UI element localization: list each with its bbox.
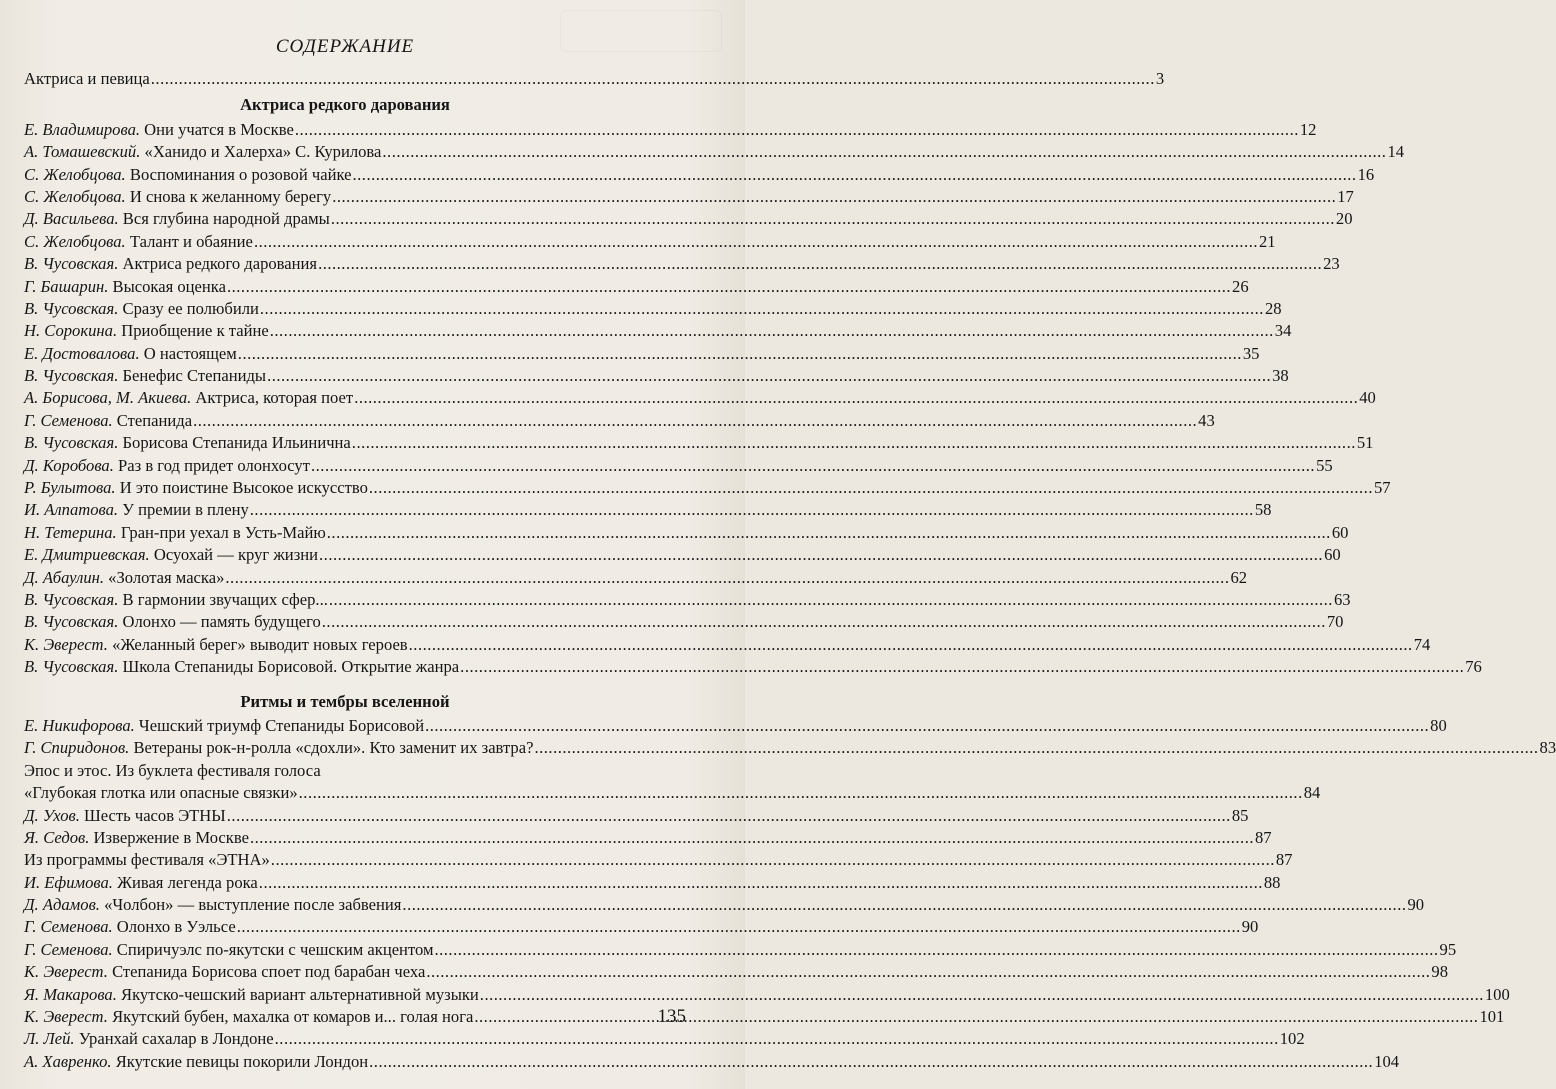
page-title: СОДЕРЖАНИЕ	[275, 36, 415, 57]
entry-title: Ветераны рок-н-ролла «сдохли». Кто заменит их завтра?	[133, 738, 534, 758]
entry-title: Бенефис Степаниды	[122, 366, 267, 386]
entry-page: 51	[1356, 433, 1374, 453]
entry-title: Олонхо в Уэльсе	[116, 917, 236, 937]
dot-leader	[534, 737, 1538, 759]
toc-entry	[24, 455, 1333, 477]
entry-page: 85	[1231, 805, 1249, 825]
entry-title: Якутские певицы покорили Лондон	[115, 1051, 369, 1071]
toc-entry	[24, 656, 1482, 678]
entry-author: И. Алпатова.	[24, 500, 119, 520]
entry-title: Раз в год придет олонхосут	[118, 455, 310, 475]
toc-entry	[24, 737, 1556, 759]
entry-page: 88	[1263, 872, 1281, 892]
toc-entry	[24, 522, 1349, 544]
entry-title: Вся глубина народной драмы	[122, 209, 330, 229]
entry-title: «Чолбон» — выступление после забвения	[104, 895, 402, 915]
entry-title: Олонхо — память будущего	[122, 612, 321, 632]
entry-title: Осуохай — круг жизни	[153, 545, 319, 565]
section-heading: Актриса редкого дарования	[240, 95, 450, 115]
entry-page: 84	[1303, 783, 1321, 803]
dot-leader	[151, 68, 1155, 90]
entry-title: Степанида	[116, 410, 193, 430]
toc-entry	[24, 916, 1259, 938]
entry-page: 57	[1373, 478, 1391, 498]
entry-title: Талант и обаяние	[129, 231, 253, 251]
entry-title: «Золотая маска»	[108, 567, 225, 587]
dot-leader	[250, 827, 1254, 849]
entry-page: 14	[1387, 142, 1405, 162]
dot-leader	[311, 455, 1315, 477]
entry-title: Актриса и певица	[24, 69, 150, 88]
entry-author: Н. Сорокина.	[24, 321, 118, 341]
entry-title: Из программы фестиваля «ЭТНА»	[24, 850, 270, 870]
dot-leader	[382, 141, 1386, 163]
dot-leader	[295, 119, 1299, 141]
entry-page: 74	[1413, 634, 1431, 654]
entry-author: С. Желобцова.	[24, 164, 126, 184]
dot-leader	[426, 961, 1430, 983]
entry-author: Г. Спиридонов.	[24, 738, 130, 758]
dot-leader	[353, 164, 1357, 186]
toc-entry	[24, 343, 1260, 365]
entry-page: 95	[1439, 939, 1457, 959]
toc-entry	[24, 1028, 1305, 1050]
entry-title: Воспоминания о розовой чайке	[129, 164, 352, 184]
toc-entry	[24, 849, 1293, 871]
dot-leader	[299, 782, 1303, 804]
entry-title: Чешский триумф Степаниды Борисовой	[138, 715, 425, 735]
entry-author: В. Чусовская.	[24, 298, 119, 318]
toc-entry	[24, 365, 1289, 387]
dot-leader	[271, 849, 1275, 871]
entry-page: 55	[1316, 455, 1333, 475]
entry-page: 80	[1430, 715, 1447, 735]
toc-entry	[24, 984, 1510, 1006]
toc-entry	[24, 499, 1272, 521]
entry-title: Приобщение к тайне	[121, 321, 269, 341]
entry-page: 43	[1198, 410, 1215, 430]
entry-author: Л. Лей.	[24, 1029, 75, 1049]
dot-leader	[369, 1051, 1373, 1073]
toc-entry	[24, 298, 1282, 320]
entry-title: Извержение в Москве	[93, 827, 249, 847]
entry-page: 23	[1323, 254, 1340, 274]
entry-title: Гран-при уехал в Усть-Майю	[120, 522, 326, 542]
dot-leader	[227, 805, 1231, 827]
entry-page: 35	[1242, 343, 1260, 363]
toc-entry	[24, 410, 1215, 432]
entry-page: 16	[1357, 164, 1375, 184]
dot-leader	[250, 499, 1254, 521]
entry-title: И снова к желанному берегу	[129, 186, 332, 206]
entry-title: Уранхай сахалар в Лондоне	[78, 1029, 274, 1049]
entry-page: 12	[1299, 119, 1317, 139]
entry-author: Д. Абаулин.	[24, 567, 104, 587]
dot-leader	[425, 715, 1429, 737]
toc-entry	[24, 827, 1272, 849]
dot-leader	[254, 231, 1258, 253]
entry-author: Р. Булытова.	[24, 478, 116, 498]
entry-title: Шесть часов ЭТНЫ	[84, 805, 226, 825]
entry-author: Е. Дмитриевская.	[24, 545, 150, 565]
toc-entry	[24, 320, 1292, 342]
entry-author: Д. Коробова.	[24, 455, 114, 475]
dot-leader	[409, 634, 1413, 656]
dot-leader	[227, 276, 1231, 298]
entry-page: 83	[1539, 738, 1556, 758]
entry-page: 70	[1326, 612, 1344, 632]
entry-title: «Глубокая глотка или опасные связки»	[24, 783, 298, 803]
toc-entry	[24, 432, 1374, 454]
toc-entry	[24, 589, 1351, 611]
entry-page: 101	[1479, 1007, 1505, 1027]
entry-author: Г. Семенова.	[24, 939, 113, 959]
dot-leader	[402, 894, 1406, 916]
toc-entry	[24, 805, 1249, 827]
toc-entry	[24, 164, 1375, 186]
toc-entry	[24, 1051, 1400, 1073]
dot-leader	[237, 916, 1241, 938]
entry-page: 90	[1407, 895, 1425, 915]
entry-author: А. Борисова, М. Акиева.	[24, 388, 192, 408]
dot-leader	[238, 343, 1242, 365]
toc-entry	[24, 208, 1353, 230]
entry-page: 34	[1274, 321, 1292, 341]
entry-title: Сразу ее полюбили	[122, 298, 259, 318]
entry-title: Якутский бубен, махалка от комаров и... голая нога	[112, 1007, 474, 1027]
toc-entry	[24, 231, 1276, 253]
entry-title: И это поистине Высокое искусство	[119, 478, 368, 498]
entry-author: С. Желобцова.	[24, 186, 126, 206]
toc-entry	[24, 939, 1457, 961]
dot-leader	[318, 253, 1322, 275]
entry-author: К. Эверест.	[24, 962, 108, 982]
entry-page: 58	[1254, 500, 1272, 520]
entry-title: Борисова Степанида Ильинична	[122, 433, 351, 453]
toc-entry	[24, 477, 1391, 499]
toc-entry	[24, 276, 1249, 298]
dot-leader	[260, 298, 1264, 320]
dot-leader	[270, 320, 1274, 342]
toc-entry	[24, 141, 1405, 163]
entry-page: 17	[1337, 186, 1354, 206]
dot-leader	[275, 1028, 1279, 1050]
section-heading: Ритмы и тембры вселенной	[240, 691, 450, 711]
entry-author: Г. Семенова.	[24, 410, 113, 430]
entry-author: Д. Васильева.	[24, 209, 119, 229]
entry-title: Школа Степаниды Борисовой. Открытие жанра	[122, 657, 460, 677]
entry-page: 38	[1272, 366, 1289, 386]
toc-entry	[24, 544, 1341, 566]
entry-title: У премии в плену	[122, 500, 249, 520]
entry-author: Д. Адамов.	[24, 895, 100, 915]
entry-author: Я. Седов.	[24, 827, 90, 847]
entry-page: 60	[1324, 545, 1341, 565]
entry-page: 28	[1264, 298, 1282, 318]
toc-entry	[24, 872, 1281, 894]
toc-entry	[24, 387, 1376, 409]
entry-page: 20	[1335, 209, 1353, 229]
entry-page: 3	[1155, 69, 1165, 88]
entry-author: С. Желобцова.	[24, 231, 126, 251]
dot-leader	[332, 186, 1336, 208]
toc-entry	[24, 634, 1431, 656]
toc-entry-intro	[24, 68, 1165, 90]
entry-author: В. Чусовская.	[24, 433, 119, 453]
entry-title: Высокая оценка	[112, 276, 226, 296]
toc-entry	[24, 961, 1448, 983]
entry-author: А. Хавренко.	[24, 1051, 112, 1071]
dot-leader	[259, 872, 1263, 894]
dot-leader	[480, 984, 1484, 1006]
entry-author: В. Чусовская.	[24, 254, 119, 274]
entry-title: В гармонии звучащих сфер...	[122, 589, 328, 609]
entry-title: «Желанный берег» выводит новых героев	[112, 634, 408, 654]
entry-page: 100	[1484, 984, 1510, 1004]
entry-title: Живая легенда рока	[117, 872, 258, 892]
entry-page: 40	[1359, 388, 1376, 408]
entry-author: И. Ефимова.	[24, 872, 113, 892]
entry-title: Актриса, которая поет	[195, 388, 354, 408]
dot-leader	[329, 589, 1333, 611]
toc-entry	[24, 894, 1425, 916]
entry-author: Е. Достовалова.	[24, 343, 140, 363]
entry-page: 76	[1465, 657, 1482, 677]
dot-leader	[352, 432, 1356, 454]
entry-author: Е. Никифорова.	[24, 715, 135, 735]
dot-leader	[319, 544, 1323, 566]
entry-author: Е. Владимирова.	[24, 119, 141, 139]
entry-page: 60	[1331, 522, 1349, 542]
entry-author: Д. Ухов.	[24, 805, 80, 825]
dot-leader	[460, 656, 1464, 678]
entry-page: 90	[1241, 917, 1259, 937]
dot-leader	[193, 410, 1197, 432]
dot-leader	[354, 387, 1358, 409]
toc-entry	[24, 567, 1248, 589]
entry-author: В. Чусовская.	[24, 589, 119, 609]
entry-page: 26	[1232, 276, 1249, 296]
dot-leader	[225, 567, 1229, 589]
dot-leader	[434, 939, 1438, 961]
entry-title: Спиричуэлс по-якутски с чешским акцентом	[116, 939, 434, 959]
entry-page: 102	[1279, 1029, 1305, 1049]
toc-entry	[24, 611, 1344, 633]
entry-title: Эпос и этос. Из буклета фестиваля голоса	[24, 760, 321, 780]
dot-leader	[322, 611, 1326, 633]
entry-title: Степанида Борисова споет под барабан чеха	[112, 962, 426, 982]
dot-leader	[327, 522, 1331, 544]
entry-author: В. Чусовская.	[24, 657, 119, 677]
toc-entry	[24, 253, 1340, 275]
entry-author: К. Эверест.	[24, 1007, 108, 1027]
entry-author: В. Чусовская.	[24, 366, 119, 386]
entry-page: 63	[1333, 589, 1351, 609]
entry-author: А. Томашевский.	[24, 142, 141, 162]
entry-page: 62	[1230, 567, 1248, 587]
entry-page: 104	[1374, 1051, 1400, 1071]
page-number: 135	[657, 1006, 686, 1027]
entry-title: О настоящем	[143, 343, 237, 363]
entry-title: Они учатся в Москве	[144, 119, 294, 139]
dot-leader	[369, 477, 1373, 499]
toc-entry	[24, 186, 1354, 208]
entry-title: Актриса редкого дарования	[122, 254, 318, 274]
entry-author: В. Чусовская.	[24, 612, 119, 632]
entry-page: 21	[1259, 231, 1276, 251]
entry-title: «Ханидо и Халерха» С. Курилова	[144, 142, 382, 162]
entry-author: Н. Тетерина.	[24, 522, 117, 542]
dot-leader	[331, 208, 1335, 230]
toc-entry	[24, 715, 1447, 737]
entry-page: 87	[1255, 827, 1272, 847]
entry-page: 87	[1275, 850, 1293, 870]
entry-author: Г. Башарин.	[24, 276, 109, 296]
entry-page: 98	[1431, 962, 1448, 982]
dot-leader	[267, 365, 1271, 387]
toc-entry	[24, 119, 1317, 141]
toc-entry	[24, 782, 1321, 804]
entry-author: Г. Семенова.	[24, 917, 113, 937]
entry-title: Якутско-чешский вариант альтернативной музыки	[121, 984, 479, 1004]
entry-author: К. Эверест.	[24, 634, 108, 654]
toc-entry	[24, 760, 666, 782]
entry-author: Я. Макарова.	[24, 984, 117, 1004]
dot-leader	[474, 1006, 1478, 1028]
